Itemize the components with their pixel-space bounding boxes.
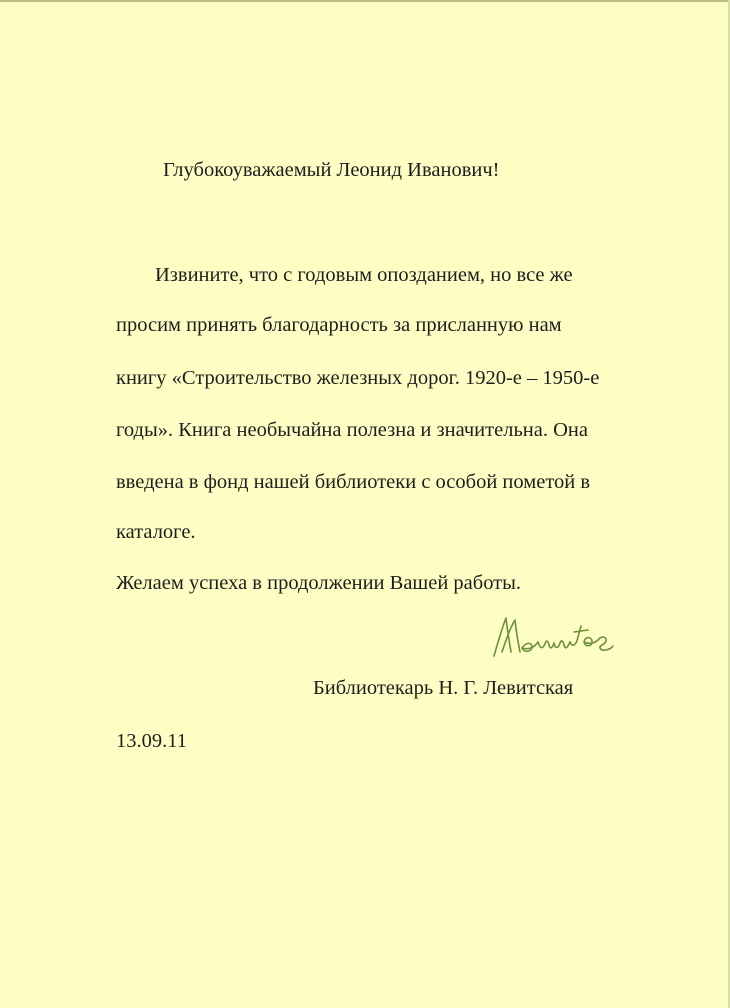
page-top-edge [0,0,730,2]
body-line: годы». Книга необычайна полезна и значительна. Она [116,419,588,441]
body-line: просим принять благодарность за присланную нам [116,314,562,336]
signer-line: Библиотекарь Н. Г. Левитская [313,677,574,699]
body-line: каталоге. [116,521,196,543]
letter-date: 13.09.11 [116,730,187,752]
body-line: Извините, что с годовым опозданием, но все же [155,264,573,286]
body-line: введена в фонд нашей библиотеки с особой пометой в [116,471,591,493]
signature-strokes [494,618,613,656]
handwritten-signature [488,612,618,662]
salutation: Глубокоуважаемый Леонид Иванович! [163,159,500,181]
body-line: книгу «Строительство железных дорог. 1920-е – 1950-е [116,367,600,389]
closing-wish: Желаем успеха в продолжении Вашей работы. [116,572,522,594]
